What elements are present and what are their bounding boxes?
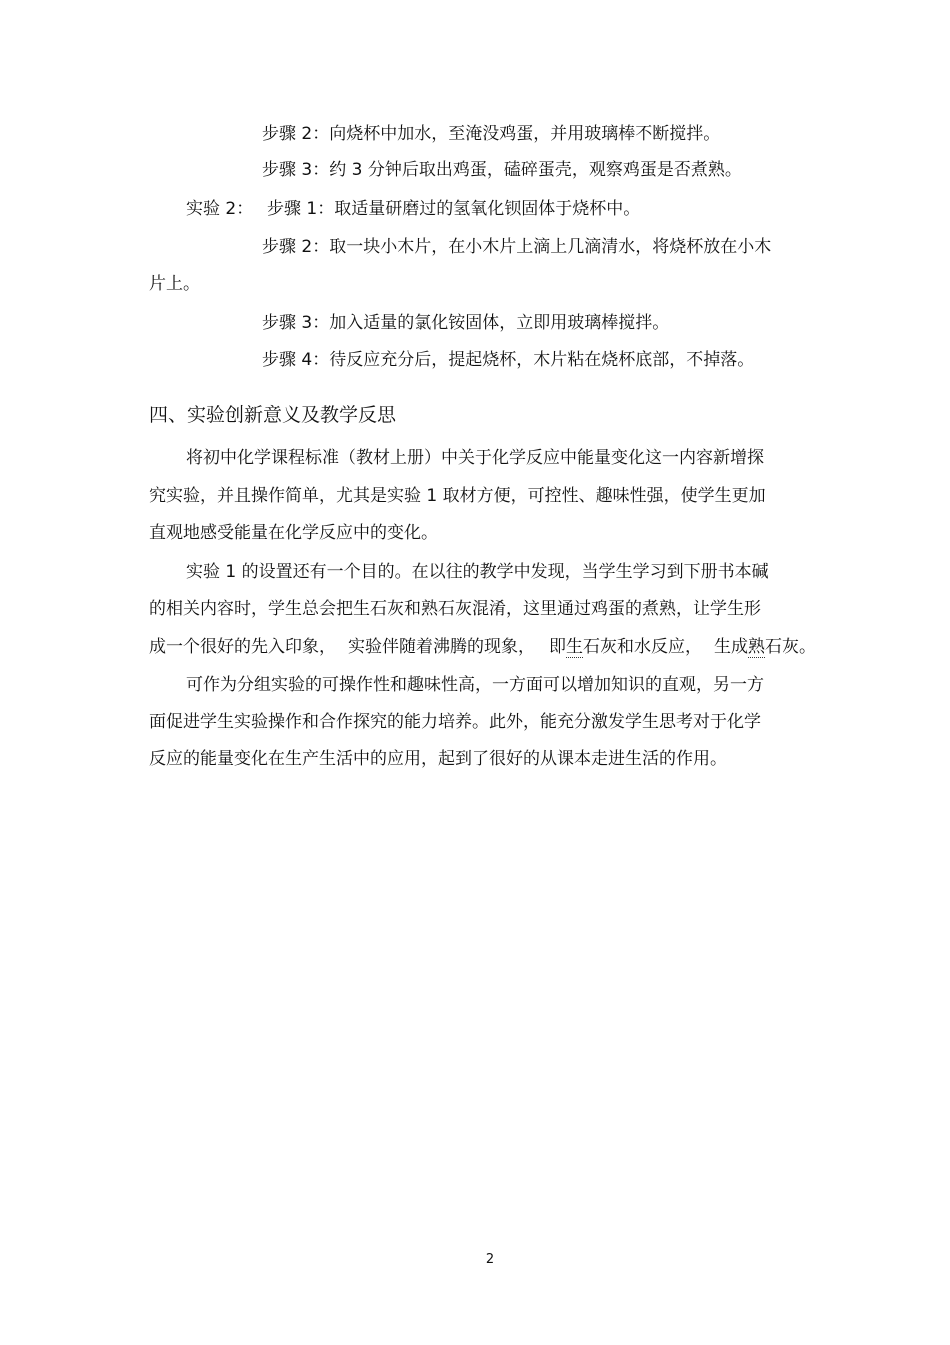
para2-line3-part-c2: 生 — [566, 637, 583, 657]
para1-line1: 将初中化学课程标准（教材上册）中关于化学反应中能量变化这一内容新增探 — [186, 448, 764, 468]
para1-line3: 直观地感受能量在化学反应中的变化。 — [149, 523, 438, 543]
para3-line1: 可作为分组实验的可操作性和趣味性高，一方面可以增加知识的直观，另一方 — [186, 675, 764, 695]
exp1-step2: 步骤 2：向烧杯中加水，至淹没鸡蛋，并用玻璃棒不断搅拌。 — [262, 124, 721, 144]
para2-line3-part-c3: 石灰和水反应， — [583, 637, 702, 657]
exp2-step3: 步骤 3：加入适量的氯化铵固体，立即用玻璃棒搅拌。 — [262, 313, 670, 333]
para2-line1: 实验 1 的设置还有一个目的。在以往的教学中发现，当学生学习到下册书本碱 — [186, 562, 769, 582]
exp2-step2-line2: 片上。 — [149, 274, 200, 294]
exp2-step1: 步骤 1：取适量研磨过的氢氧化钡固体于烧杯中。 — [267, 199, 641, 219]
para2-line3-part-d1: 生成 — [714, 637, 748, 657]
para3-line3: 反应的能量变化在生产生活中的应用，起到了很好的从课本走进生活的作用。 — [149, 749, 727, 769]
para2-line3-part-d3: 石灰。 — [765, 637, 816, 657]
para2-line3-part-a: 成一个很好的先入印象， — [149, 637, 336, 657]
exp2-step4: 步骤 4：待反应充分后，提起烧杯，木片粘在烧杯底部，不掉落。 — [262, 350, 755, 370]
para2-line3-part-c1: 即 — [549, 637, 566, 657]
para2-line2: 的相关内容时，学生总会把生石灰和熟石灰混淆，这里通过鸡蛋的煮熟，让学生形 — [149, 599, 761, 619]
para2-line3-part-b: 实验伴随着沸腾的现象， — [348, 637, 535, 657]
para2-line3 — [149, 636, 816, 658]
para2-line3-part-d2: 熟 — [748, 637, 765, 657]
page-number: 2 — [485, 1252, 495, 1267]
exp1-step3: 步骤 3：约 3 分钟后取出鸡蛋，磕碎蛋壳，观察鸡蛋是否煮熟。 — [262, 160, 742, 180]
para3-line2: 面促进学生实验操作和合作探究的能力培养。此外，能充分激发学生思考对于化学 — [149, 712, 761, 732]
exp2-label: 实验 2： — [186, 199, 254, 219]
para1-line2: 究实验，并且操作简单，尤其是实验 1 取材方便，可控性、趣味性强，使学生更加 — [149, 486, 766, 506]
section-heading: 四、实验创新意义及教学反思 — [149, 404, 397, 426]
exp2-step2-line1: 步骤 2：取一块小木片，在小木片上滴上几滴清水，将烧杯放在小木 — [262, 237, 772, 257]
